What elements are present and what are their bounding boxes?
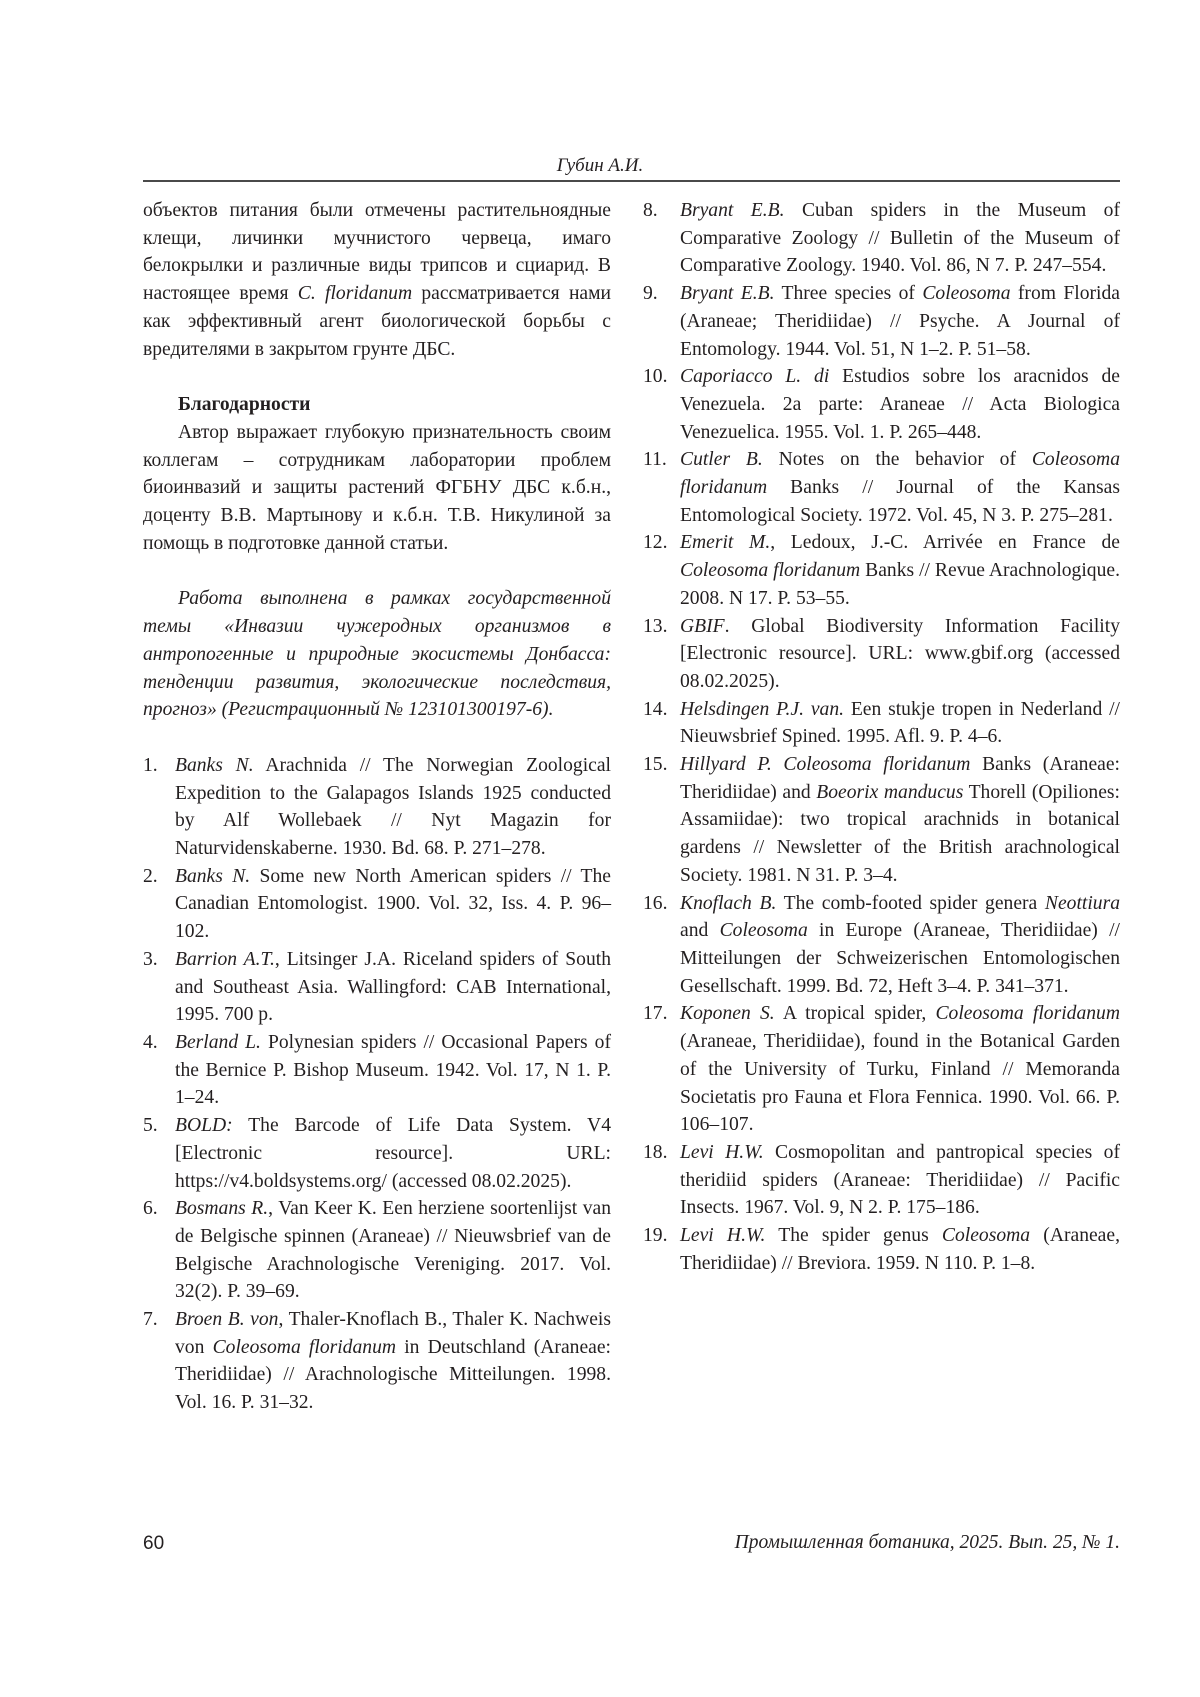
reference-number: 7. bbox=[143, 1309, 158, 1331]
reference-item bbox=[643, 890, 1120, 1001]
reference-number: 18. bbox=[643, 1141, 668, 1163]
left-column bbox=[143, 197, 611, 1417]
reference-item bbox=[643, 280, 1120, 363]
reference-text: Koponen S. A tropical spider, Coleosoma floridanum (Araneae, Theridiidae), found in the Botanical Garden of the University of Turku, Finland // Memoranda Societatis pro Fauna et Flora Fennica. 1990. Vol. 66. P. 106–107. bbox=[680, 1003, 1120, 1136]
reference-item bbox=[143, 752, 611, 863]
reference-number: 2. bbox=[143, 865, 158, 887]
reference-number: 5. bbox=[143, 1115, 158, 1137]
reference-number: 9. bbox=[643, 283, 658, 305]
reference-number: 3. bbox=[143, 948, 158, 970]
reference-text: Bryant E.B. Three species of Coleosoma from Florida (Araneae; Theridiidae) // Psyche. A Journal of Entomology. 1944. Vol. 51, N 1–2. P. 51–58. bbox=[680, 283, 1120, 360]
reference-item bbox=[643, 613, 1120, 696]
reference-text: Broen B. von, Thaler-Knoflach B., Thaler K. Nachweis von Coleosoma floridanum in Deutschland (Araneae: Theridiidae) // Arachnologische Mitteilungen. 1998. Vol. 16. P. 31–32. bbox=[175, 1309, 611, 1414]
reference-text: Bosmans R., Van Keer K. Een herziene soortenlijst van de Belgische spinnen (Araneae) // Nieuwsbrief van de Belgische Arachnologische Vereniging. 2017. Vol. 32(2). P. 39–69. bbox=[175, 1198, 611, 1303]
acknowledgements-heading: Благодарности bbox=[178, 394, 311, 416]
running-title: Губин А.И. bbox=[556, 155, 644, 176]
reference-number: 13. bbox=[643, 615, 668, 637]
reference-item bbox=[143, 1112, 611, 1195]
reference-text: Bryant E.B. Cuban spiders in the Museum of Comparative Zoology // Bulletin of the Museum of Comparative Zoology. 1940. Vol. 86, N 7. P. 247–554. bbox=[680, 200, 1120, 277]
reference-text: Barrion A.T., Litsinger J.A. Riceland spiders of South and Southeast Asia. Wallingford: CAB International, 1995. 700 p. bbox=[175, 948, 611, 1026]
reference-number: 12. bbox=[643, 532, 668, 554]
reference-item bbox=[643, 446, 1120, 529]
intro-text: объектов питания были отмечены растительноядные клещи, личинки мучнистого червеца, имаго белокрылки и различные виды трипсов и сциарид. В настоящее время bbox=[143, 200, 611, 305]
reference-item bbox=[643, 363, 1120, 446]
reference-number: 10. bbox=[643, 366, 668, 388]
reference-item bbox=[643, 751, 1120, 890]
reference-text: Caporiacco L. di Estudios sobre los aracnidos de Venezuela. 2a parte: Araneae // Acta Biologica Venezuelica. 1955. Vol. 1. P. 265–448. bbox=[680, 366, 1120, 443]
reference-text: Emerit M., Ledoux, J.-C. Arrivée en France de Coleosoma floridanum Banks // Revue Arachnologique. 2008. N 17. P. 53–55. bbox=[680, 532, 1120, 609]
reference-text: Hillyard P. Coleosoma floridanum Banks (Araneae: Theridiidae) and Boeorix manducus Thorell (Opiliones: Assamiidae): two tropical arachnids in botanical gardens // Newsletter of the British arachnological Society. 1981. N 31. P. 3–4. bbox=[680, 754, 1121, 886]
header-rule bbox=[143, 180, 1120, 182]
reference-item bbox=[143, 1029, 611, 1112]
reference-item bbox=[143, 863, 611, 946]
reference-number: 4. bbox=[143, 1031, 158, 1053]
reference-item bbox=[643, 529, 1120, 612]
reference-text: BOLD: The Barcode of Life Data System. V4 [Electronic resource]. URL: https://v4.boldsystems.org/ (accessed 08.02.2025). bbox=[175, 1115, 611, 1192]
reference-number: 14. bbox=[643, 698, 668, 720]
reference-item bbox=[643, 1222, 1120, 1277]
reference-text: Berland L. Polynesian spiders // Occasional Papers of the Bernice P. Bishop Museum. 1942. Vol. 17, N 1. P. 1–24. bbox=[175, 1031, 611, 1109]
journal-citation: Промышленная ботаника, 2025. Вып. 25, № 1. bbox=[734, 1532, 1120, 1553]
reference-text: Knoflach B. The comb-footed spider genera Neottiura and Coleosoma in Europe (Araneae, Theridiidae) // Mitteilungen der Schweizerischen Entomologischen Gesellschaft. 1999. Bd. 72, Heft 3–4. P. 341–371. bbox=[680, 892, 1121, 997]
reference-number: 11. bbox=[643, 449, 667, 471]
reference-text: Cutler B. Notes on the behavior of Coleosoma floridanum Banks // Journal of the Kansas Entomological Society. 1972. Vol. 45, N 3. P. 275–281. bbox=[680, 449, 1120, 526]
reference-text: Banks N. Arachnida // The Norwegian Zoological Expedition to the Galapagos Islands 1925 conducted by Alf Wollebaek // Nyt Magazin for Naturvidenskaberne. 1930. Bd. 68. P. 271–278. bbox=[175, 754, 611, 860]
reference-number: 1. bbox=[143, 754, 158, 776]
reference-number: 19. bbox=[643, 1225, 668, 1247]
reference-text: Banks N. Some new North American spiders // The Canadian Entomologist. 1900. Vol. 32, Iss. 4. P. 96–102. bbox=[175, 865, 612, 943]
reference-item bbox=[643, 197, 1120, 280]
reference-item bbox=[143, 1195, 611, 1306]
intro-paragraph bbox=[143, 197, 611, 363]
reference-number: 6. bbox=[143, 1198, 158, 1220]
species-name: C. floridanum bbox=[297, 283, 413, 305]
reference-item bbox=[643, 1000, 1120, 1139]
reference-number: 8. bbox=[643, 200, 658, 221]
reference-text: Levi H.W. Cosmopolitan and pantropical species of theridiid spiders (Araneae: Theridiidae) // Pacific Insects. 1967. Vol. 9, N 2. P. 175–186. bbox=[680, 1141, 1120, 1219]
page-number: 60 bbox=[143, 1533, 165, 1554]
reference-item bbox=[643, 696, 1120, 751]
reference-text: Levi H.W. The spider genus Coleosoma (Araneae, Theridiidae) // Breviora. 1959. N 110. P. 1–8. bbox=[680, 1225, 1120, 1274]
reference-text: GBIF. Global Biodiversity Information Facility [Electronic resource]. URL: www.gbif.org (accessed 08.02.2025). bbox=[680, 615, 1120, 692]
reference-item bbox=[643, 1139, 1120, 1222]
reference-number: 17. bbox=[643, 1003, 668, 1025]
reference-number: 16. bbox=[643, 892, 668, 914]
right-column bbox=[643, 197, 1120, 1277]
reference-text: Helsdingen P.J. van. Een stukje tropen in Nederland // Nieuwsbrief Spined. 1995. Afl. 9. P. 4–6. bbox=[680, 698, 1120, 748]
intro-text: рассматривается нами как эффективный агент биологической борьбы с вредителями в закрытом грунте ДБС. bbox=[143, 283, 612, 360]
acknowledgements-text: Автор выражает глубокую признательность своим коллегам – сотрудникам лаборатории проблем биоинвазий и защиты растений ФГБНУ ДБС к.б.н., доценту В.В. Мартынову и к.б.н. Т.В. Никулиной за помощь в подготовке данной статьи. bbox=[143, 421, 611, 554]
reference-list-left bbox=[143, 752, 611, 1417]
funding-note: Работа выполнена в рамках государственной темы «Инвазии чужеродных организмов в антропогенные и природные экосистемы Донбасса: тенденции развития, экологические последствия, прогноз» (Регистрационный № 123101300197-6). bbox=[143, 588, 611, 721]
reference-item bbox=[143, 946, 611, 1029]
reference-item bbox=[143, 1306, 611, 1417]
reference-number: 15. bbox=[643, 754, 668, 776]
reference-list-right bbox=[643, 197, 1120, 1277]
